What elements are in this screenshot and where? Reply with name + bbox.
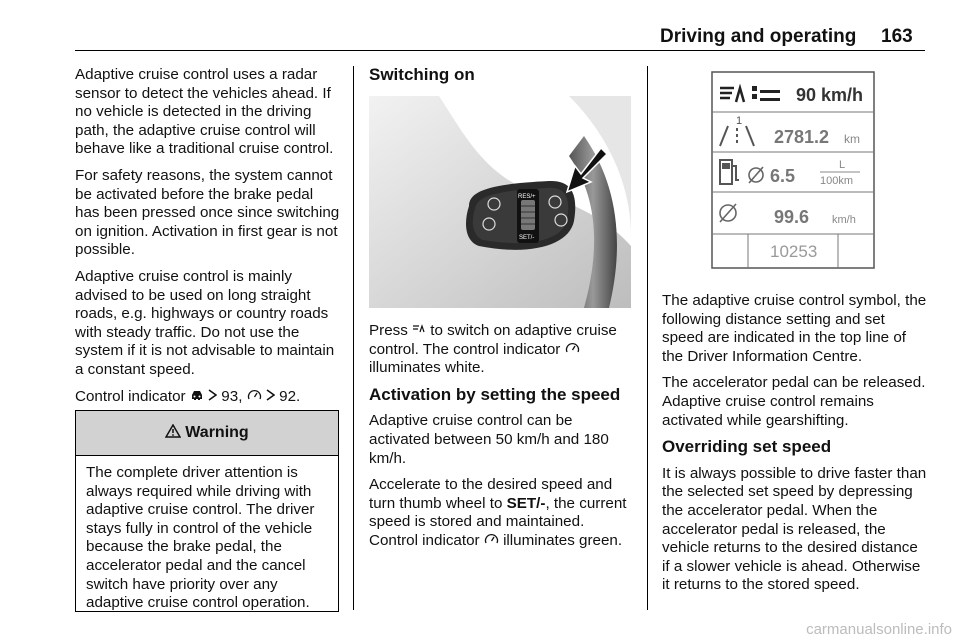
odometer-unit: km [844, 132, 860, 146]
paragraph: Adaptive cruise control can be activated between 50 km/h and 180 km/h. [369, 412, 609, 467]
fuel-unit-bottom: 100km [820, 175, 854, 187]
page-reference: 93, [221, 387, 243, 405]
column-1 [75, 66, 341, 414]
paragraph: Adaptive cruise control uses a radar sensor to detect the vehicles ahead. If no vehicle is detected in the driving path, the adaptive cruise control will behave like a traditional cruise control. [75, 66, 334, 158]
acc-button-icon [412, 322, 426, 341]
res-label: RES/+ [518, 194, 536, 200]
warning-triangle-icon [165, 424, 181, 443]
watermark: carmanualsonline.info [806, 621, 952, 638]
car-indicator-icon [190, 388, 204, 407]
control-indicator-reference [75, 388, 341, 407]
instruction-text: Press [369, 322, 408, 339]
heading-switching-on: Switching on [369, 65, 475, 84]
heading-activation: Activation by setting the speed [369, 384, 621, 404]
total-distance: 10253 [770, 242, 818, 261]
column-2-text [369, 322, 635, 559]
column-divider-1 [353, 66, 354, 610]
page-number: 163 [881, 26, 913, 47]
fuel-consumption-value: 6.5 [770, 166, 796, 186]
instruction-text: , the current speed is stored and maintained. Control indicator [369, 494, 627, 549]
instruction-text: illuminates white. [369, 359, 485, 377]
driver-information-centre [662, 62, 926, 276]
paragraph: Adaptive cruise control is mainly advised to be used on long straight roads, e.g. highways or country roads with steady traffic. Do not use the system if it is not advisable to maintain a constant speed. [75, 267, 335, 378]
paragraph: For safety reasons, the system cannot be activated before the brake pedal has been pressed once since switching on ignition. Activation in first gear is not possible. [75, 166, 340, 259]
paragraph: It is always possible to drive faster than the selected set speed by depressing the accelerator pedal. When the accelerator pedal is released, the vehicle returns to the desired distance if a slower vehicle is ahead. Otherwise it returns to the stored speed. [662, 464, 927, 594]
cruise-indicator-icon [565, 341, 580, 360]
column-2 [369, 66, 635, 93]
header-rule [75, 50, 925, 51]
instruction-text: Accelerate to the desired speed and turn thumb wheel to [369, 476, 613, 512]
odometer-value: 2781.2 [774, 127, 830, 147]
set-control-label: SET/- [506, 494, 546, 512]
warning-header [76, 411, 338, 456]
instruction-text: illuminates green. [503, 531, 623, 549]
lane-number: 1 [736, 115, 743, 127]
set-speed: 90 km/h [796, 85, 864, 105]
page-reference: 92. [279, 387, 301, 405]
paragraph: The adaptive cruise control symbol, the following distance setting and set speed are indicated in the top line of the Driver Information Centre. [662, 292, 927, 365]
cruise-indicator-icon [484, 532, 499, 551]
instruction-text: to switch on adaptive cruise control. The control indicator [369, 322, 617, 358]
average-speed-value: 99.6 [774, 207, 810, 227]
section-title: Driving and operating [660, 26, 857, 47]
warning-title: Warning [185, 424, 249, 441]
column-divider-2 [647, 66, 648, 610]
column-3 [662, 292, 928, 603]
paragraph: The accelerator pedal can be released. Adaptive cruise control remains activated while gearshifting. [662, 374, 926, 429]
page-reference-arrow-icon [208, 388, 217, 407]
warning-text: The complete driver attention is always required while driving with adaptive cruise control. The driver stays fully in control of the vehicle because the brake pedal, the accelerator pedal and the cancel switch have priority over any adaptive cruise control operation. [86, 464, 315, 612]
accelerate-instruction [369, 476, 635, 550]
set-label: SET/- [519, 235, 535, 241]
page-reference-arrow-icon [266, 388, 275, 407]
steering-wheel-photo [369, 96, 631, 308]
cruise-indicator-icon [247, 388, 262, 407]
fuel-unit-top: L [839, 159, 846, 171]
press-instruction [369, 322, 635, 378]
heading-overriding: Overriding set speed [662, 437, 832, 457]
reference-text: Control indicator [75, 387, 186, 405]
warning-box [75, 410, 339, 612]
average-speed-unit: km/h [832, 214, 856, 226]
